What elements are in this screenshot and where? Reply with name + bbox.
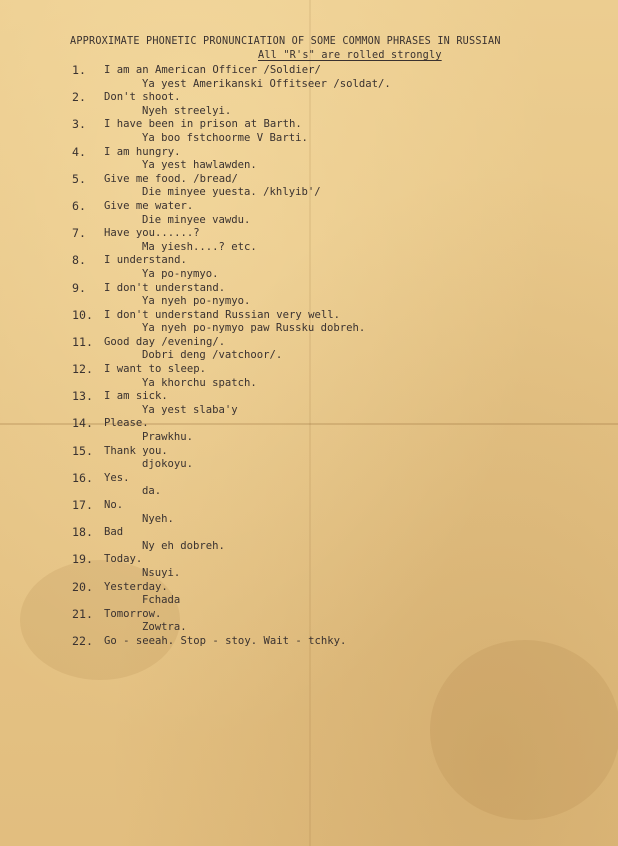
phrase-english: I want to sleep.: [104, 363, 207, 376]
phrase-english: Give me water.: [104, 199, 194, 212]
phrase-russian: Ny eh dobreh.: [142, 539, 225, 552]
phrase-item: [72, 309, 592, 336]
phrase-english: Bad: [104, 526, 124, 539]
phrase-number: 19.: [72, 552, 93, 567]
phrase-number: 13.: [72, 389, 93, 404]
phrase-russian: Ma yiesh....? etc.: [142, 240, 257, 253]
phrase-russian: Die minyee yuesta. /khlyib'/: [142, 186, 321, 199]
phrase-russian: Die minyee vawdu.: [142, 213, 251, 226]
phrase-item: [72, 417, 592, 444]
phrase-number: 10.: [72, 307, 93, 322]
phrase-russian: Nyeh.: [142, 512, 174, 525]
phrase-number: 9.: [72, 280, 86, 295]
phrase-item: [72, 472, 592, 499]
phrase-item: [72, 118, 592, 145]
phrase-english: I don't understand Russian very well.: [104, 308, 340, 321]
phrase-number: 4.: [72, 144, 86, 159]
phrase-item: [72, 91, 592, 118]
phrase-english: Yesterday.: [104, 580, 168, 593]
phrase-item: [72, 200, 592, 227]
phrase-item: [72, 499, 592, 526]
phrase-russian: Ya nyeh po-nymyo.: [142, 295, 251, 308]
phrase-russian: Prawkhu.: [142, 431, 194, 444]
phrase-number: 8.: [72, 253, 86, 268]
phrase-number: 7.: [72, 226, 86, 241]
phrase-english: Tomorrow.: [104, 607, 162, 620]
phrase-english: Thank you.: [104, 444, 168, 457]
phrase-number: 20.: [72, 579, 93, 594]
phrase-english: I don't understand.: [104, 281, 226, 294]
phrase-number: 16.: [72, 470, 93, 485]
phrase-english: Give me food. /bread/: [104, 172, 238, 185]
phrase-number: 21.: [72, 606, 93, 621]
phrase-russian: Ya khorchu spatch.: [142, 376, 257, 389]
document-subtitle: All "R's" are rolled strongly: [258, 50, 442, 61]
phrase-russian: Nsuyi.: [142, 566, 181, 579]
phrase-english: Please.: [104, 417, 149, 430]
phrase-russian: Ya yest slaba'y: [142, 403, 238, 416]
phrase-english: I have been in prison at Barth.: [104, 118, 302, 131]
phrase-english: I understand.: [104, 254, 187, 267]
phrase-english: I am hungry.: [104, 145, 181, 158]
phrase-number: 15.: [72, 443, 93, 458]
phrase-number: 14.: [72, 416, 93, 431]
phrase-number: 22.: [72, 633, 93, 648]
phrase-number: 5.: [72, 171, 86, 186]
phrase-russian: Fchada: [142, 594, 181, 607]
phrase-english: Don't shoot.: [104, 91, 181, 104]
phrase-english: Today.: [104, 553, 143, 566]
phrase-number: 3.: [72, 117, 86, 132]
phrase-number: 17.: [72, 498, 93, 512]
phrase-english: No.: [104, 499, 124, 511]
phrase-english: Have you......?: [104, 227, 200, 240]
phrase-russian: da.: [142, 485, 162, 498]
phrase-item: [72, 146, 592, 173]
phrase-item: [72, 282, 592, 309]
phrase-number: 18.: [72, 525, 93, 540]
phrase-item: [72, 363, 592, 390]
phrase-item: [72, 336, 592, 363]
phrase-russian: Ya po-nymyo.: [142, 267, 219, 280]
phrase-item: [72, 390, 592, 417]
phrase-russian: Ya yest hawlawden.: [142, 159, 257, 172]
phrase-english: I am an American Officer /Soldier/: [104, 64, 321, 76]
phrase-russian: Nyeh streelyi.: [142, 104, 232, 117]
phrase-english: Good day /evening/.: [104, 335, 226, 348]
document-header: [70, 35, 590, 63]
phrase-item: [72, 581, 592, 608]
phrase-russian: Dobri deng /vatchoor/.: [142, 349, 283, 362]
phrase-list: [72, 64, 592, 649]
phrase-russian: Ya yest Amerikanski Offitseer /soldat/.: [142, 77, 391, 90]
phrase-item: [72, 608, 592, 635]
phrase-english: Go - seeah. Stop - stoy. Wait - tchky.: [104, 634, 347, 647]
phrase-russian: Zowtra.: [142, 621, 187, 634]
phrase-number: 2.: [72, 90, 86, 105]
phrase-number: 12.: [72, 362, 93, 377]
phrase-item: [72, 64, 592, 91]
phrase-item: [72, 227, 592, 254]
phrase-english: Yes.: [104, 471, 130, 484]
phrase-item: [72, 553, 592, 580]
phrase-english: I am sick.: [104, 390, 168, 403]
phrase-russian: Ya nyeh po-nymyo paw Russku dobreh.: [142, 322, 366, 335]
document-title: APPROXIMATE PHONETIC PRONUNCIATION OF SOME COMMON PHRASES IN RUSSIAN: [70, 36, 501, 47]
phrase-number: 11.: [72, 334, 93, 349]
phrase-number: 1.: [72, 63, 86, 77]
paper-stain: [430, 640, 618, 820]
phrase-item: [72, 526, 592, 553]
phrase-russian: djokoyu.: [142, 458, 194, 471]
phrase-item: [72, 445, 592, 472]
phrase-item: [72, 635, 592, 649]
phrase-russian: Ya boo fstchoorme V Barti.: [142, 131, 308, 144]
phrase-item: [72, 254, 592, 281]
phrase-item: [72, 173, 592, 200]
phrase-number: 6.: [72, 198, 86, 213]
